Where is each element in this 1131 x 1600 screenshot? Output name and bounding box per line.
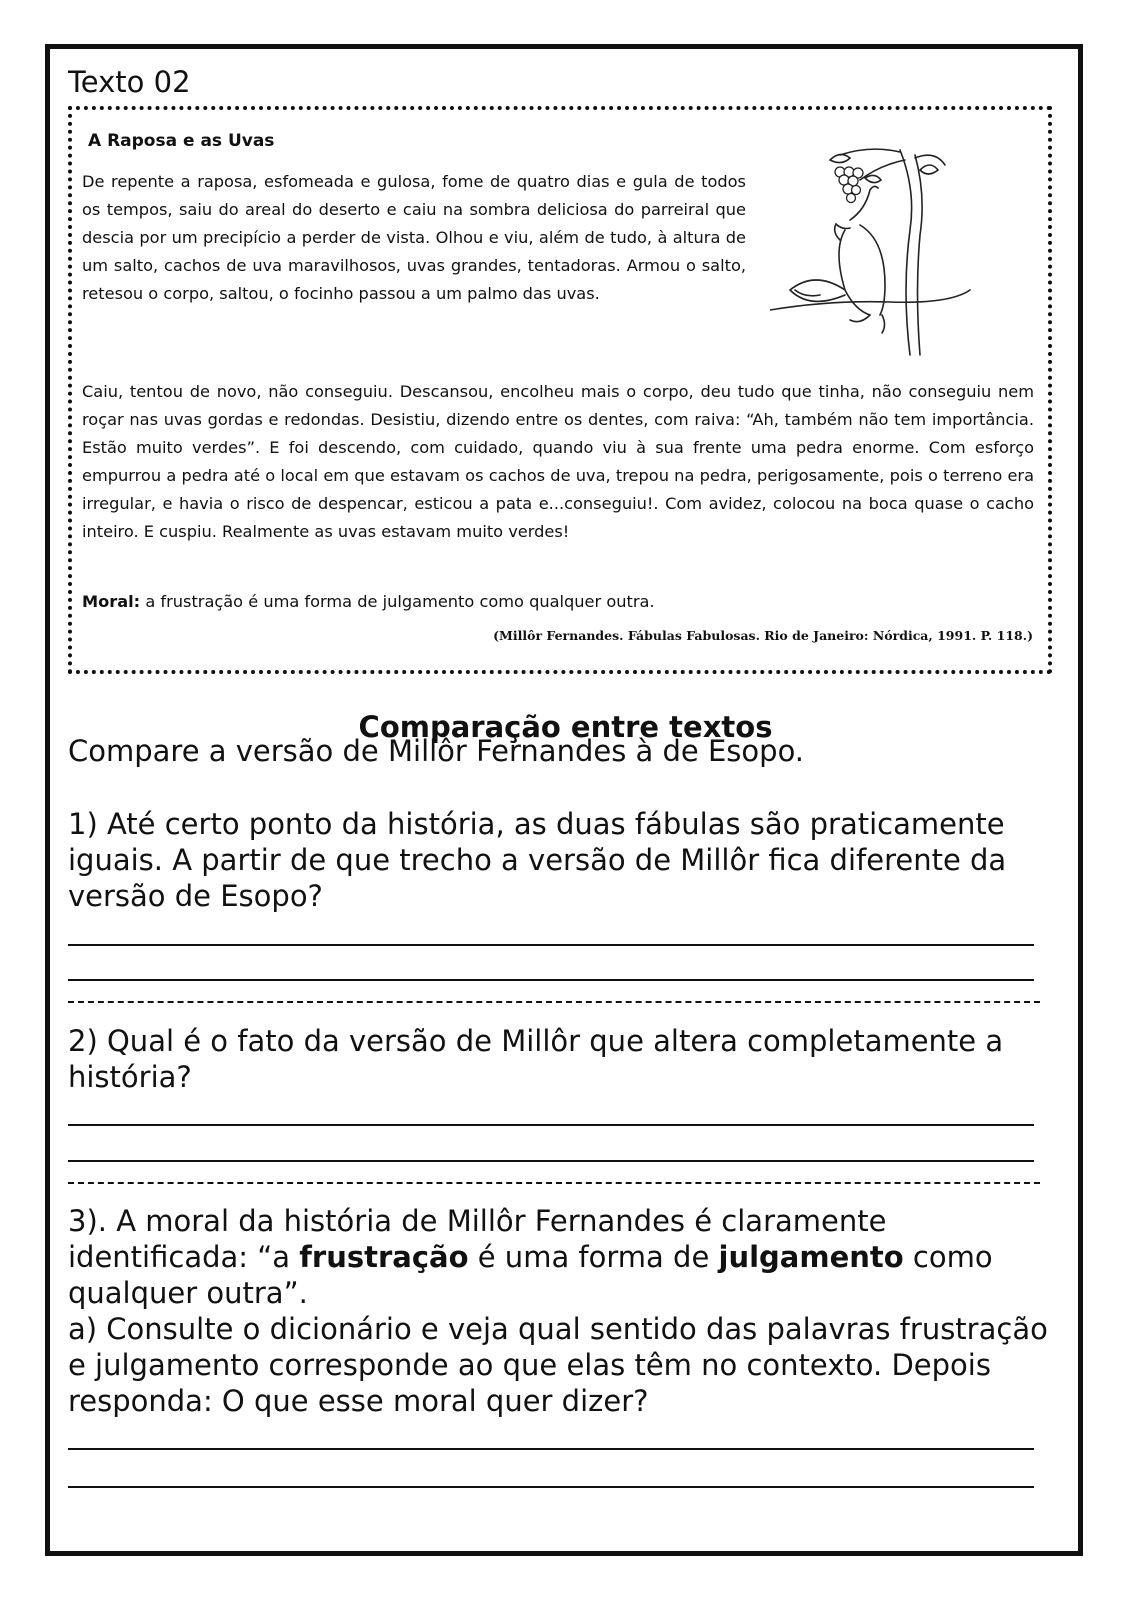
answer-line[interactable] <box>68 1124 1034 1126</box>
question-3-bold-frustracao: frustração <box>299 1240 469 1274</box>
question-3 <box>68 1203 1068 1419</box>
citation: (Millôr Fernandes. Fábulas Fabulosas. Rio de Janeiro: Nórdica, 1991. P. 118.) <box>493 628 1033 643</box>
question-3a: a) Consulte o dicionário e veja qual sentido das palavras frustração e julgamento corresponde ao que elas têm no contexto. Depois responda: O que esse moral quer dizer? <box>68 1312 1048 1418</box>
question-1: 1) Até certo ponto da história, as duas fábulas são praticamente iguais. A partir de que trecho a versão de Millôr fica diferente da versão de Esopo? <box>68 807 1007 913</box>
dashed-separator <box>68 1182 1040 1184</box>
question-3-bold-julgamento: julgamento <box>718 1240 904 1274</box>
moral-label: Moral: <box>82 592 141 611</box>
answer-line[interactable] <box>68 1160 1034 1162</box>
texto-label: Texto 02 <box>68 65 191 99</box>
section-title: Comparação entre textos <box>358 710 773 744</box>
question-3-text: como qualquer outra”. <box>68 1240 993 1310</box>
story-moral <box>82 592 655 611</box>
story-paragraph-2: Caiu, tentou de novo, não conseguiu. Descansou, encolheu mais o corpo, deu tudo que tinha, não conseguiu nem roçar nas uvas gordas e redondas. Desistiu, dizendo entre os dentes, com raiva: “Ah, também não tem importância. Estão muito verdes”. E foi descendo, com cuidado, quando viu à sua frente uma pedra enorme. Com esforço empurrou a pedra até o local em que estavam os cachos de uva, trepou na pedra, perigosamente, pois o terreno era irregular, e havia o risco de despencar, esticou a pata e...conseguiu!. Com avidez, colocou na boca quase o cacho inteiro. E cuspiu. Realmente as uvas estavam muito verdes! <box>82 382 1034 541</box>
question-2: 2) Qual é o fato da versão de Millôr que altera completamente a história? <box>68 1024 1004 1094</box>
moral-text: a frustração é uma forma de julgamento como qualquer outra. <box>145 592 655 611</box>
story-title: A Raposa e as Uvas <box>88 131 275 151</box>
answer-line[interactable] <box>68 944 1034 946</box>
answer-line[interactable] <box>68 979 1034 981</box>
dashed-separator <box>68 1001 1040 1003</box>
question-3-text: 3). A moral da história de Millôr Fernandes é claramente identificada: “a <box>68 1204 887 1274</box>
answer-line[interactable] <box>68 1448 1034 1450</box>
section-intro: Compare a versão de Millôr Fernandes à de Esopo. <box>68 734 805 768</box>
question-3-text: é uma forma de <box>468 1240 719 1274</box>
fox-and-grapes-illustration <box>770 140 980 360</box>
answer-line[interactable] <box>68 1486 1034 1488</box>
story-paragraph-1: De repente a raposa, esfomeada e gulosa, fome de quatro dias e gula de todos os tempos, saiu do areal do deserto e caiu na sombra deliciosa do parreiral que descia por um precipício a perder de vista. Olhou e viu, além de tudo, à altura de um salto, cachos de uva maravilhosos, uvas grandes, tentadoras. Armou o salto, retesou o corpo, saltou, o focinho passou a um palmo das uvas. <box>82 172 746 303</box>
